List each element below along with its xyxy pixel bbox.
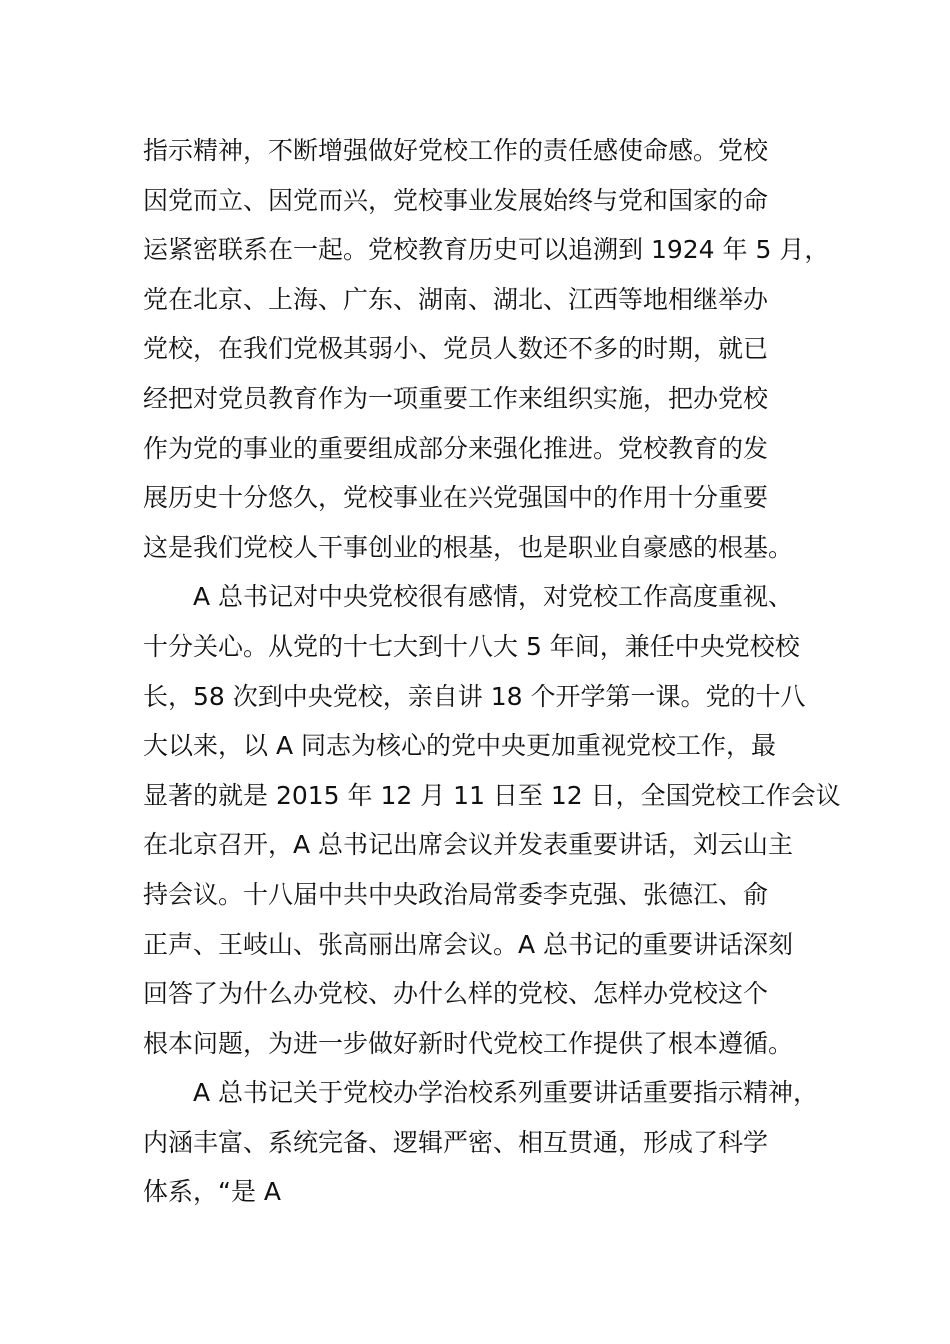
text-line-21: 内涵丰富、系统完备、逻辑严密、相互贯通，形成了科学 (143, 1127, 769, 1157)
text-line-2: 因党而立、因党而兴，党校事业发展始终与党和国家的命 (143, 185, 769, 215)
text-line-12: 长，58 次到中央党校，亲自讲 18 个开学第一课。党的十八 (143, 681, 806, 711)
text-line-19: 根本问题，为进一步做好新时代党校工作提供了根本遵循。 (143, 1028, 794, 1058)
text-line-17: 正声、王岐山、张高丽出席会议。A 总书记的重要讲话深刻 (143, 929, 794, 959)
text-line-8: 展历史十分悠久，党校事业在兴党强国中的作用十分重要 (143, 483, 769, 513)
text-line-9: 这是我们党校人干事创业的根基，也是职业自豪感的根基。 (143, 532, 794, 562)
text-line-10: A 总书记对中央党校很有感情，对党校工作高度重视、 (193, 582, 794, 612)
body-text (143, 126, 841, 1217)
text-line-18: 回答了为什么办党校、办什么样的党校、怎样办党校这个 (143, 979, 769, 1009)
text-line-14: 显著的就是 2015 年 12 月 11 日至 12 日，全国党校工作会议 (143, 780, 841, 810)
text-line-3: 运紧密联系在一起。党校教育历史可以追溯到 1924 年 5 月， (143, 235, 830, 265)
text-line-7: 作为党的事业的重要组成部分来强化推进。党校教育的发 (143, 433, 769, 463)
text-line-22: 体系，“是 A (143, 1177, 282, 1207)
text-line-11: 十分关心。从党的十七大到十八大 5 年间，兼任中央党校校 (143, 631, 800, 661)
text-line-5: 党校，在我们党极其弱小、党员人数还不多的时期，就已 (143, 334, 769, 364)
text-line-13: 大以来，以 A 同志为核心的党中央更加重视党校工作，最 (143, 731, 776, 761)
text-line-1: 指示精神，不断增强做好党校工作的责任感使命感。党校 (143, 136, 769, 165)
text-line-4: 党在北京、上海、广东、湖南、湖北、江西等地相继举办 (143, 284, 769, 314)
text-line-6: 经把对党员教育作为一项重要工作来组织实施，把办党校 (143, 383, 769, 413)
text-line-16: 持会议。十八届中共中央政治局常委李克强、张德江、俞 (143, 879, 769, 909)
text-line-20: A 总书记关于党校办学治校系列重要讲话重要指示精神， (193, 1078, 819, 1108)
text-line-15: 在北京召开，A 总书记出席会议并发表重要讲话，刘云山主 (143, 830, 794, 860)
